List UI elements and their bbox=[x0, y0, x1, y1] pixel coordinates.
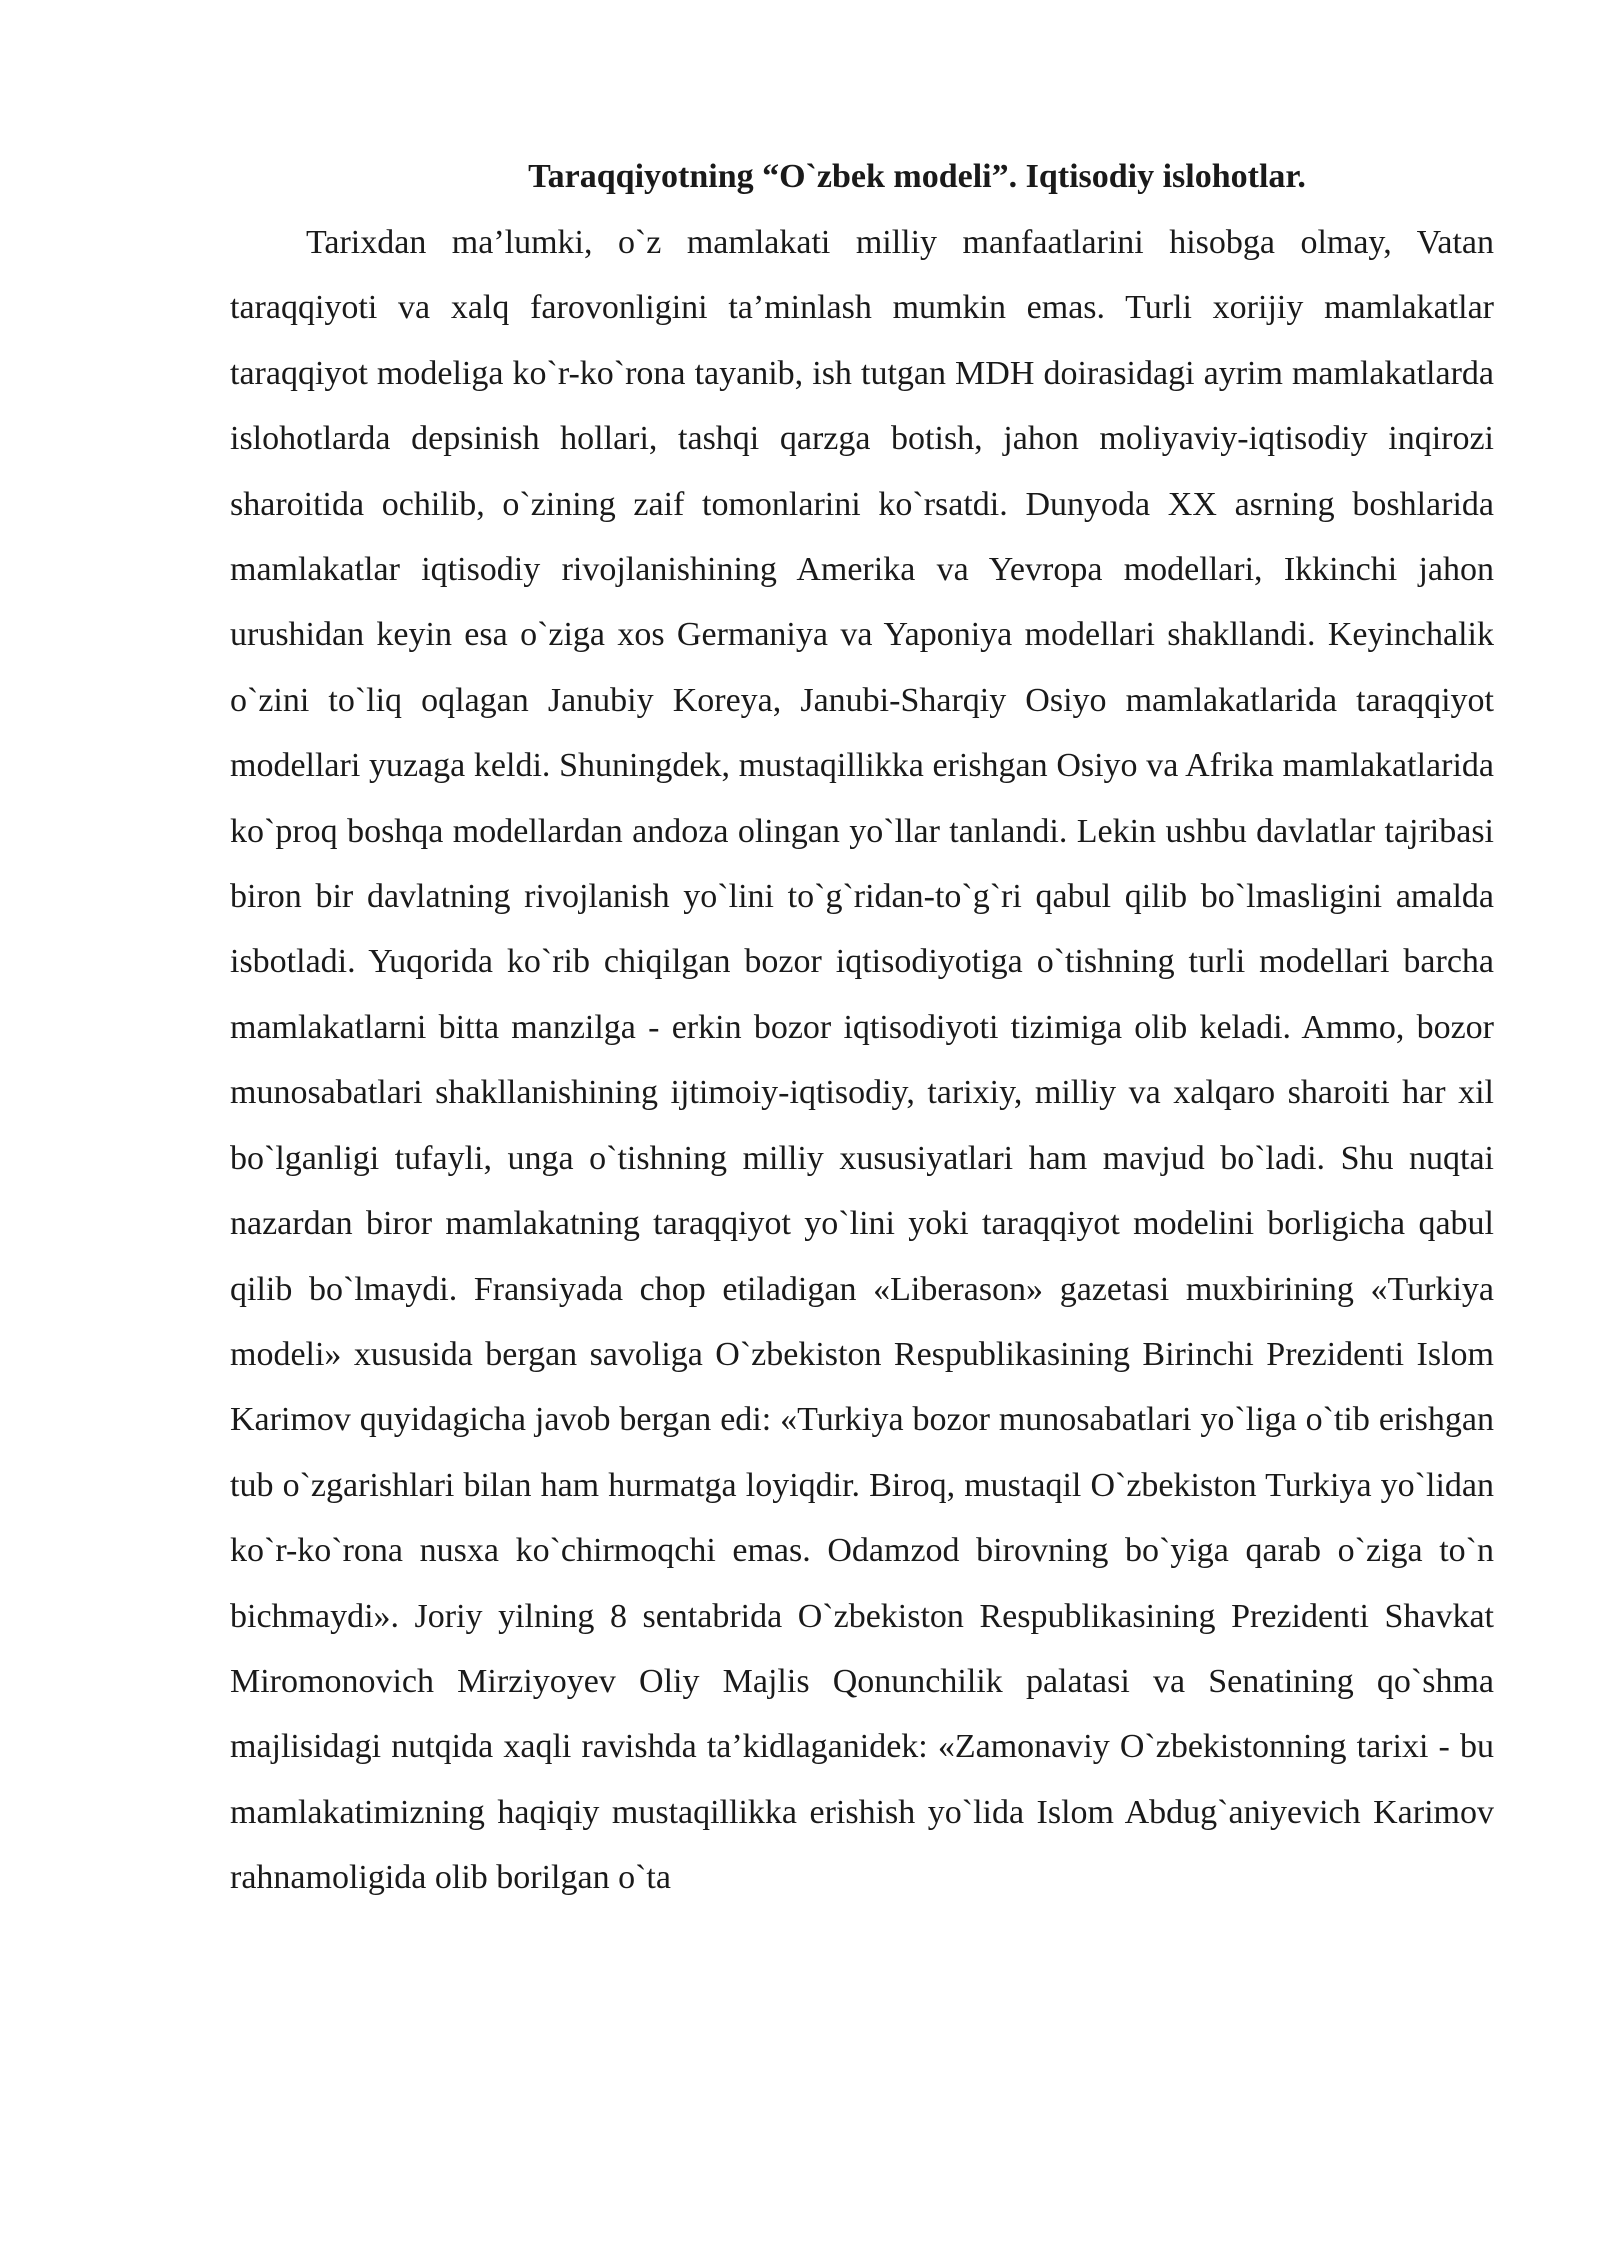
document-title: Taraqqiyotning “O`zbek modeli”. Iqtisodiy islohotlar. bbox=[528, 158, 1306, 195]
body-paragraph: Tarixdan ma’lumki, o`z mamlakati milliy manfaatlarini hisobga olmay, Vatan taraqqiyoti va xalq farovonligini ta’minlash mumkin emas. Turli xorijiy mamlakatlar taraqqiyot modeliga ko`r-ko`rona tayanib, ish tutgan MDH doirasidagi ayrim mamlakatlarda islohotlarda depsinish hollari, tashqi qarzga botish, jahon moliyaviy-iqtisodiy inqirozi sharoitida ochilib, o`zining zaif tomonlarini ko`rsatdi. Dunyoda XX asrning boshlarida mamlakatlar iqtisodiy rivojlanishining Amerika va Yevropa modellari, Ikkinchi jahon urushidan keyin esa o`ziga xos Germaniya va Yaponiya modellari shakllandi. Keyinchalik o`zini to`liq oqlagan Janubiy Koreya, Janubi-Sharqiy Osiyo mamlakatlarida taraqqiyot modellari yuzaga keldi. Shuningdek, mustaqillikka erishgan Osiyo va Afrika mamlakatlarida ko`proq boshqa modellardan andoza olingan yo`llar tanlandi. Lekin ushbu davlatlar tajribasi biron bir davlatning rivojlanish yo`lini to`g`ridan-to`g`ri qabul qilib bo`lmasligini amalda isbotladi. Yuqorida ko`rib chiqilgan bozor iqtisodiyotiga o`tishning turli modellari barcha mamlakatlarni bitta manzilga - erkin bozor iqtisodiyoti tizimiga olib keladi. Ammo, bozor munosabatlari shakllanishining ijtimoiy-iqtisodiy, tarixiy, milliy va xalqaro sharoiti har xil bo`lganligi tufayli, unga o`tishning milliy xususiyatlari ham mavjud bo`ladi. Shu nuqtai nazardan biror mamlakatning taraqqiyot yo`lini yoki taraqqiyot modelini borligicha qabul qilib bo`lmaydi. Fransiyada chop etiladigan «Liberason» gazetasi muxbirining «Turkiya modeli» xususida bergan savoliga O`zbekiston Respublikasining Birinchi Prezidenti Islom Karimov quyidagicha javob bergan edi: «Turkiya bozor munosabatlari yo`liga o`tib erishgan tub o`zgarishlari bilan ham hurmatga loyiqdir. Biroq, mustaqil O`zbekiston Turkiya yo`lidan ko`r-ko`rona nusxa ko`chirmoqchi emas. Odamzod birovning bo`yiga qarab o`ziga to`n bichmaydi». Joriy yilning 8 sentabrida O`zbekiston Respublikasining Prezidenti Shavkat Miromonovich Mirziyoyev Oliy Majlis Qonunchilik palatasi va Senatining qo`shma majlisidagi nutqida xaqli ravishda ta’kidlaganidek: «Zamonaviy O`zbekistonning tarixi - bu mamlakatimizning haqiqiy mustaqillikka erishish yo`lida Islom Abdug`aniyevich Karimov rahnamoligida olib borilgan o`ta bbox=[230, 224, 1494, 1897]
document-body bbox=[230, 150, 1494, 1911]
